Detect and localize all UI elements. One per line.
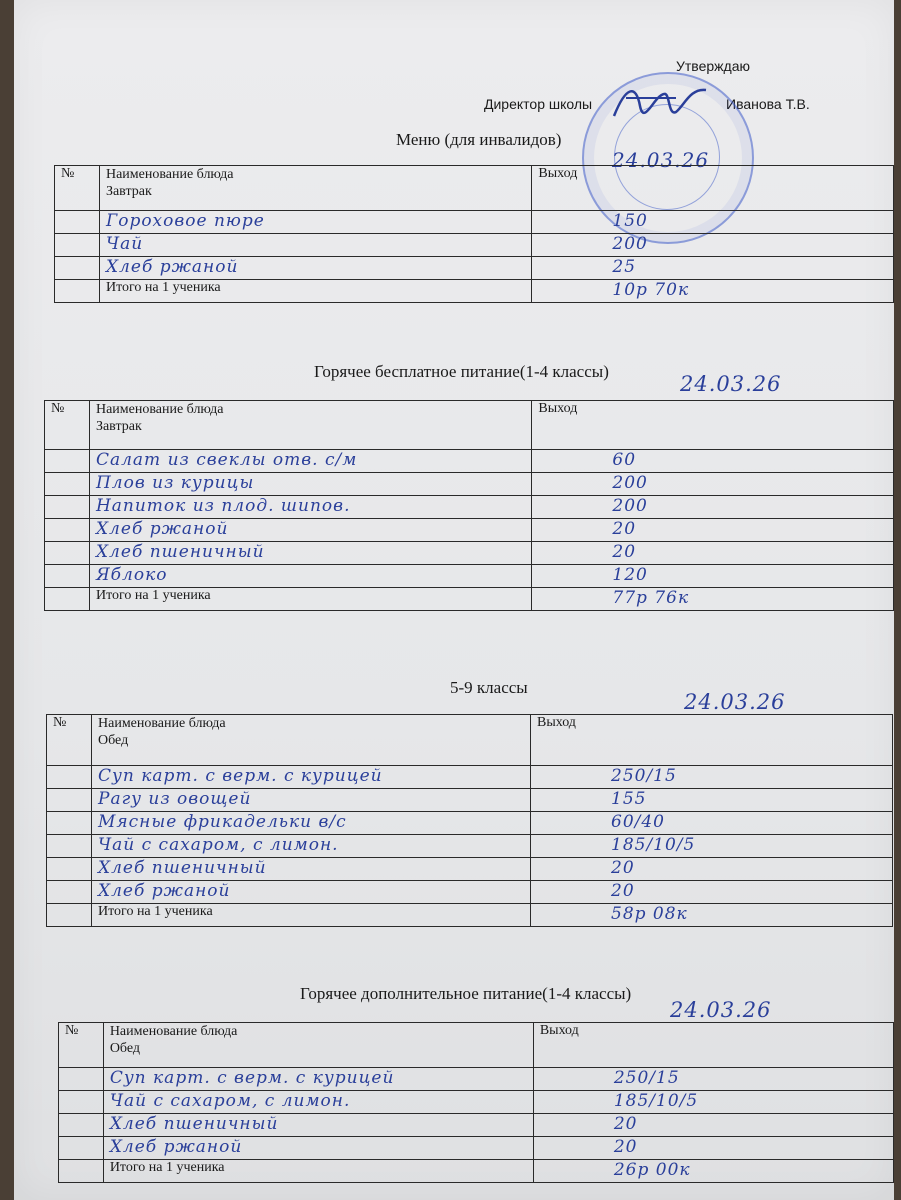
table-row <box>55 211 894 234</box>
col-output-header: Выход <box>532 166 894 211</box>
total-row <box>59 1160 894 1183</box>
dish-output: 120 <box>532 565 894 588</box>
table-row <box>45 565 894 588</box>
col-output-header: Выход <box>531 715 893 766</box>
stamp-date: 24.03.26 <box>612 148 710 172</box>
dish-output: 185/10/5 <box>533 1091 893 1114</box>
dish-name: Чай с сахаром, с лимон. <box>92 835 531 858</box>
menu-table <box>54 165 894 303</box>
table-row <box>59 1114 894 1137</box>
name-header-label: Наименование блюда <box>95 402 224 417</box>
menu-sheet <box>14 0 894 1200</box>
name-header-label: Наименование блюда <box>105 167 234 182</box>
approve-label: Утверждаю <box>676 58 750 74</box>
dish-output: 185/10/5 <box>531 835 893 858</box>
col-output-header: Выход <box>532 401 894 450</box>
col-name-header <box>92 715 531 766</box>
col-output-header: Выход <box>533 1023 893 1068</box>
dish-output: 200 <box>532 496 894 519</box>
section-title: Горячее бесплатное питание(1-4 классы) <box>314 362 609 381</box>
dish-output: 20 <box>533 1114 893 1137</box>
table-row <box>59 1091 894 1114</box>
table-row <box>45 496 894 519</box>
section-title: 5-9 классы <box>450 678 528 697</box>
dish-name: Чай <box>99 234 531 257</box>
total-value: 58р 08к <box>531 904 893 927</box>
total-row <box>47 904 893 927</box>
dish-name: Хлеб пшеничный <box>103 1114 533 1137</box>
table-row <box>45 473 894 496</box>
table-row <box>55 257 894 280</box>
col-name-header <box>89 401 531 450</box>
section-title: Горячее дополнительное питание(1-4 классы) <box>300 984 632 1003</box>
table-row <box>47 789 893 812</box>
meal-label: Завтрак <box>105 184 152 199</box>
total-label: Итого на 1 ученика <box>103 1160 533 1183</box>
dish-name: Напиток из плод. шипов. <box>89 496 531 519</box>
section-date: 24.03.26 <box>670 998 772 1022</box>
total-value: 26р 00к <box>533 1160 893 1183</box>
section-date: 24.03.26 <box>684 690 786 714</box>
dish-name: Хлеб пшеничный <box>89 542 531 565</box>
total-row <box>45 588 894 611</box>
dish-output: 20 <box>531 881 893 904</box>
director-label: Директор школы <box>484 96 593 112</box>
table-row <box>47 835 893 858</box>
dish-output: 20 <box>533 1137 893 1160</box>
dish-output: 25 <box>532 257 894 280</box>
name-header-label: Наименование блюда <box>109 1024 238 1039</box>
col-num-header: № <box>59 1023 104 1068</box>
total-label: Итого на 1 ученика <box>89 588 531 611</box>
dish-output: 155 <box>531 789 893 812</box>
dish-name: Чай с сахаром, с лимон. <box>103 1091 533 1114</box>
dish-output: 20 <box>532 542 894 565</box>
table-row <box>55 234 894 257</box>
table-row <box>45 542 894 565</box>
col-num-header: № <box>55 166 100 211</box>
dish-name: Хлеб ржаной <box>89 519 531 542</box>
menu-table <box>46 714 893 927</box>
dish-output: 250/15 <box>533 1068 893 1091</box>
dish-output: 150 <box>532 211 894 234</box>
dish-name: Хлеб ржаной <box>92 881 531 904</box>
dish-output: 250/15 <box>531 766 893 789</box>
total-row <box>55 280 894 303</box>
dish-name: Хлеб ржаной <box>103 1137 533 1160</box>
section-date: 24.03.26 <box>680 372 782 396</box>
dish-name: Плов из курицы <box>89 473 531 496</box>
dish-output: 200 <box>532 473 894 496</box>
menu-table <box>58 1022 894 1183</box>
total-value: 77р 76к <box>532 588 894 611</box>
table-row <box>47 812 893 835</box>
dish-name: Гороховое пюре <box>99 211 531 234</box>
meal-label: Обед <box>98 733 129 748</box>
total-label: Итого на 1 ученика <box>99 280 531 303</box>
dish-name: Суп карт. с верм. с курицей <box>92 766 531 789</box>
dish-output: 60 <box>532 450 894 473</box>
col-name-header <box>99 166 531 211</box>
dish-name: Мясные фрикадельки в/с <box>92 812 531 835</box>
dish-output: 200 <box>532 234 894 257</box>
section-title: Меню (для инвалидов) <box>396 130 562 149</box>
table-row <box>59 1137 894 1160</box>
total-label: Итого на 1 ученика <box>92 904 531 927</box>
dish-name: Хлеб пшеничный <box>92 858 531 881</box>
col-num-header: № <box>45 401 90 450</box>
dish-output: 20 <box>532 519 894 542</box>
dish-name: Суп карт. с верм. с курицей <box>103 1068 533 1091</box>
dish-name: Яблоко <box>89 565 531 588</box>
meal-label: Обед <box>109 1041 141 1056</box>
name-header-label: Наименование блюда <box>98 716 226 731</box>
table-row <box>47 766 893 789</box>
director-name: Иванова Т.В. <box>726 96 810 112</box>
total-value: 10р 70к <box>532 280 894 303</box>
table-row <box>47 881 893 904</box>
table-row <box>47 858 893 881</box>
col-num-header: № <box>47 715 92 766</box>
dish-name: Хлеб ржаной <box>99 257 531 280</box>
director-signature <box>606 76 716 136</box>
table-row <box>45 519 894 542</box>
table-row <box>59 1068 894 1091</box>
table-row <box>45 450 894 473</box>
menu-table <box>44 400 894 611</box>
meal-label: Завтрак <box>95 419 142 434</box>
col-name-header <box>103 1023 533 1068</box>
dish-name: Рагу из овощей <box>92 789 531 812</box>
dish-name: Салат из свеклы отв. с/м <box>89 450 531 473</box>
dish-output: 60/40 <box>531 812 893 835</box>
dish-output: 20 <box>531 858 893 881</box>
